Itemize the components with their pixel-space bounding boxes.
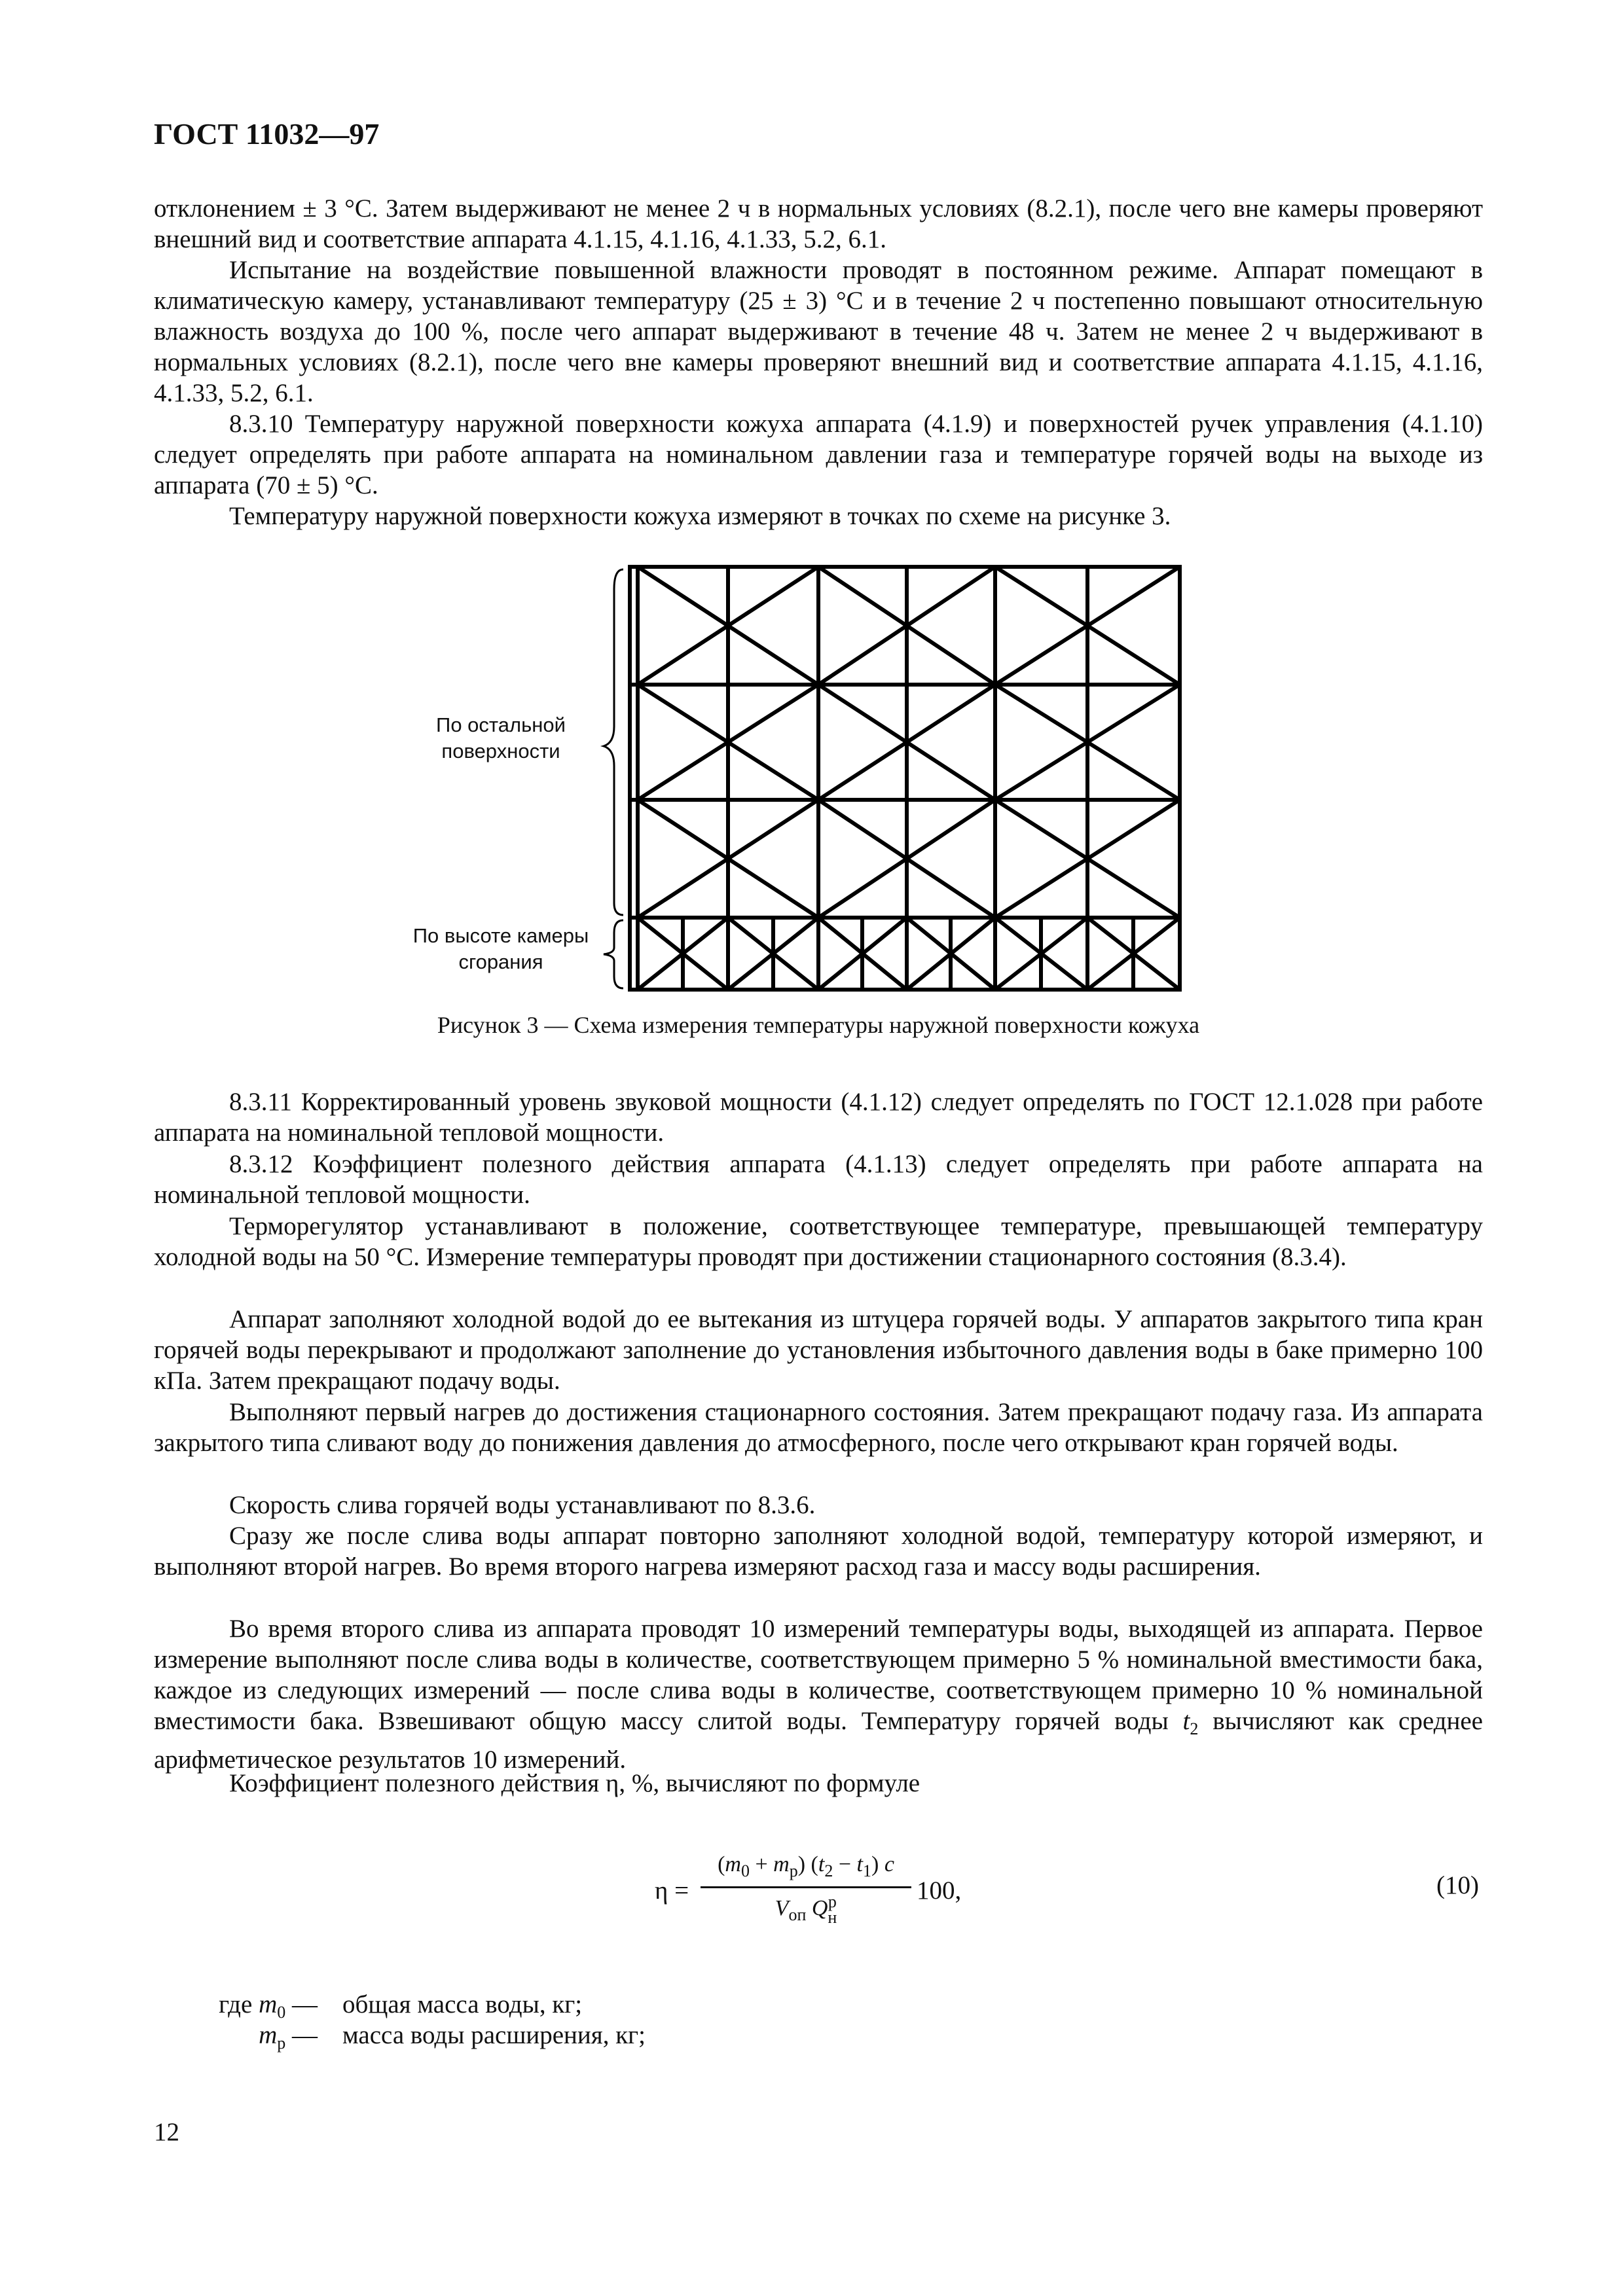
sub: 0 — [740, 1861, 750, 1880]
var-t: t — [818, 1852, 825, 1876]
where-item — [190, 2020, 646, 2053]
paragraph: 8.3.10 Температуру наружной поверхности кожуха аппарата (4.1.9) и поверхностей ручек управления (4.1.10) следует определять при работе аппарата на номинальном давлении газа и температуре горячей воды на выходе из аппарата (70 ± 5) °С. — [154, 410, 1483, 499]
paragraph: Коэффициент полезного действия η, %, вычисляют по формуле — [229, 1769, 921, 1797]
var-q: Q — [811, 1895, 828, 1920]
sub: оп — [788, 1905, 807, 1924]
op-plus: + — [755, 1852, 768, 1876]
formula-lhs: η = — [655, 1876, 689, 1905]
page-number: 12 — [154, 2118, 179, 2146]
sup: р — [828, 1892, 837, 1911]
formula-factor: 100, — [917, 1876, 962, 1905]
var-m: m — [725, 1852, 741, 1876]
var-c: c — [884, 1852, 894, 1876]
paragraph-text: вычисляют как среднее арифметическое результатов 10 измерений. — [154, 1707, 1483, 1774]
sub: 1 — [862, 1861, 871, 1880]
paragraph: Сразу же после слива воды аппарат повторно заполняют холодной водой, температуру которой измеряют, и выполняют второй нагрев. Во время второго нагрева измеряют расход газа и массу воды расширения. — [154, 1522, 1483, 1581]
var-v: V — [775, 1895, 789, 1920]
paragraph: Испытание на воздействие повышенной влажности проводят в постоянном режиме. Аппарат помещают в климатическую камеру, устанавливают температуру (25 ± 3) °С и в течение 2 ч постепенно повышают относительную влажность воздуха до 100 %, после чего аппарат выдерживают в течение 48 ч. Затем не менее 2 ч выдерживают в нормальных условиях (8.2.1), после чего вне камеры проверяют внешний вид и соответствие аппарата 4.1.15, 4.1.16, 4.1.33, 5.2, 6.1. — [154, 256, 1483, 407]
paragraph — [154, 1613, 1483, 1775]
measurement-grid-diagram — [393, 563, 1198, 995]
figure-label-bottom-line2: сгорания — [458, 950, 543, 973]
equation-number: (10) — [1436, 1871, 1479, 1899]
formula-10 — [655, 1852, 1048, 1937]
sub: р — [789, 1861, 798, 1880]
where-sub: р — [277, 2034, 286, 2053]
figure-label-bottom-line1: По высоте камеры — [412, 924, 589, 947]
op-minus: − — [838, 1852, 852, 1876]
subscript: 2 — [1190, 1719, 1199, 1738]
paragraph: отклонением ± 3 °С. Затем выдерживают не менее 2 ч в нормальных условиях (8.2.1), после чего вне камеры проверяют внешний вид и соответствие аппарата 4.1.15, 4.1.16, 4.1.33, 5.2, 6.1. — [154, 194, 1483, 253]
where-var: m — [259, 2021, 278, 2049]
where-item — [190, 1990, 582, 2022]
paragraph: 8.3.12 Коэффициент полезного действия аппарата (4.1.13) следует определять при работе аппарата на номинальной тепловой мощности. — [154, 1150, 1483, 1209]
sub: 2 — [824, 1861, 833, 1880]
var-m: m — [773, 1852, 790, 1876]
figure-label-top-line2: поверхности — [441, 740, 560, 762]
figure-caption: Рисунок 3 — Схема измерения температуры наружной поверхности кожуха — [437, 1012, 1200, 1038]
formula-numerator: $(m_0 + m_р) (t_2 - t_1)$ c — [718, 1852, 894, 1880]
figure-label-top-line1: По остальной — [436, 713, 566, 736]
paragraph: Выполняют первый нагрев до достижения стационарного состояния. Затем прекращают подачу газа. Из аппарата закрытого типа сливают воду до понижения давления до атмосферного, после чего открывают кран горячей воды. — [154, 1398, 1483, 1457]
where-var: m — [259, 1990, 278, 2018]
formula-denominator — [701, 1894, 911, 1926]
where-lead: где — [219, 1990, 253, 2018]
document-header: ГОСТ 11032—97 — [154, 117, 380, 151]
paragraph: Аппарат заполняют холодной водой до ее вытекания из штуцера горячей воды. У аппаратов закрытого типа кран горячей воды перекрывают и продолжают заполнение до установления избыточного давления воды в баке примерно 100 кПа. Затем прекращают подачу воды. — [154, 1305, 1483, 1395]
paragraph: Скорость слива горячей воды устанавливают по 8.3.6. — [229, 1491, 816, 1519]
paragraph: Терморегулятор устанавливают в положение, соответствующее температуре, превышающей температуру холодной воды на 50 °С. Измерение температуры проводят при достижении стационарного состояния (8.3.4). — [154, 1212, 1483, 1271]
where-dash: — — [292, 1990, 318, 2018]
where-desc: общая масса воды, кг; — [342, 1990, 583, 2018]
var-t: t — [856, 1852, 863, 1876]
paragraph: Температуру наружной поверхности кожуха измеряют в точках по схеме на рисунке 3. — [229, 502, 1171, 530]
where-sub: 0 — [277, 2003, 286, 2022]
brace-lower — [604, 920, 623, 988]
fraction-bar — [701, 1886, 911, 1888]
where-dash: — — [292, 2021, 318, 2049]
figure-3 — [393, 563, 1198, 995]
sub: н — [828, 1908, 837, 1927]
paragraph: 8.3.11 Корректированный уровень звуковой мощности (4.1.12) следует определять по ГОСТ 12.1.028 при работе аппарата на номинальной тепловой мощности. — [154, 1088, 1483, 1147]
brace-upper — [604, 569, 623, 915]
where-desc: масса воды расширения, кг; — [342, 2021, 646, 2049]
paragraph-text: Во время второго слива из аппарата проводят 10 измерений температуры воды, выходящей из аппарата. Первое измерение выполняют после слива воды в количестве, соответствующем примерно 5 % номинальной вместимости бака, каждое из следующих измерений — после слива воды в количестве, соответствующем примерно 10 % номинальной вместимости бака. Взвешивают общую массу слитой воды. Температуру горячей воды — [154, 1615, 1483, 1735]
variable-t2: t — [1182, 1707, 1190, 1735]
